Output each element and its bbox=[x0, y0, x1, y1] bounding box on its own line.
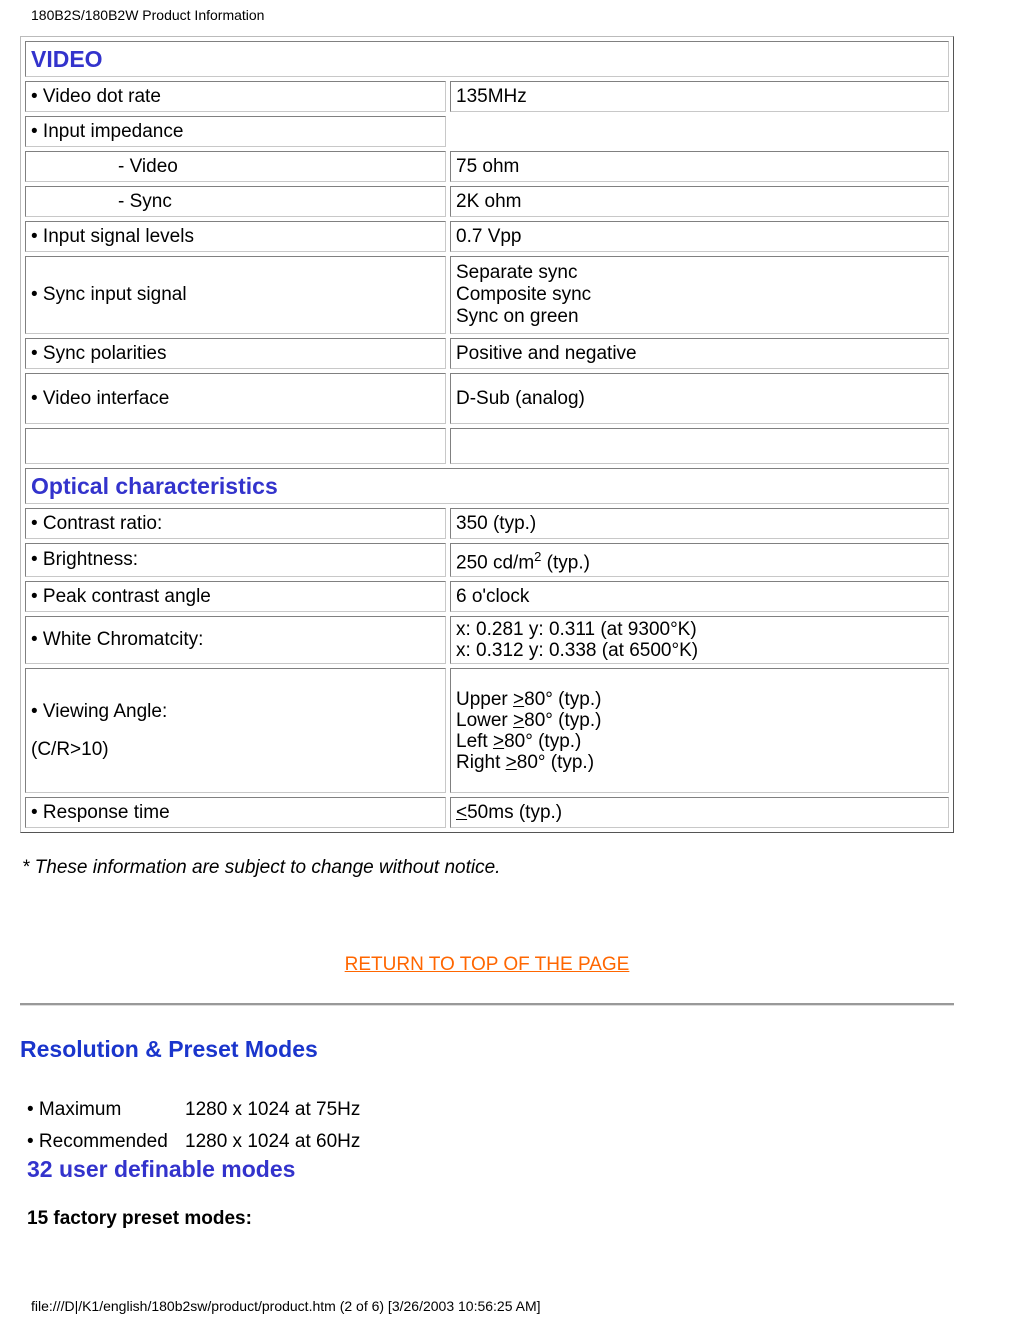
spec-label: - Sync bbox=[25, 186, 446, 217]
spec-table bbox=[20, 36, 954, 833]
resolution-section-title: Resolution & Preset Modes bbox=[20, 1036, 318, 1062]
table-row bbox=[25, 81, 949, 112]
table-row bbox=[25, 581, 949, 612]
resolution-label: • Maximum bbox=[27, 1099, 122, 1120]
spec-value: 2K ohm bbox=[450, 186, 949, 217]
resolution-label: • Recommended bbox=[27, 1131, 168, 1152]
change-notice: * These information are subject to change without notice. bbox=[22, 857, 501, 878]
brightness-exponent: 2 bbox=[534, 549, 542, 564]
brightness-suffix: (typ.) bbox=[541, 552, 590, 574]
divider bbox=[20, 1003, 954, 1006]
spec-label: • Brightness: bbox=[25, 543, 446, 577]
table-row bbox=[25, 668, 949, 793]
spec-value bbox=[450, 256, 949, 334]
spec-value-line: Lower >80° (typ.) bbox=[456, 709, 602, 731]
less-equal-symbol: < bbox=[456, 801, 468, 823]
video-section-title: VIDEO bbox=[25, 41, 949, 77]
resolution-value: 1280 x 1024 at 60Hz bbox=[185, 1131, 361, 1152]
spec-value: 0.7 Vpp bbox=[450, 221, 949, 252]
spec-value: 75 ohm bbox=[450, 151, 949, 182]
spec-value: 135MHz bbox=[450, 81, 949, 112]
spec-value bbox=[450, 668, 949, 793]
spec-value-line: Sync on green bbox=[456, 306, 579, 327]
spec-value-line: Upper >80° (typ.) bbox=[456, 688, 602, 710]
spec-label: • Peak contrast angle bbox=[25, 581, 446, 612]
spec-label: • Input signal levels bbox=[25, 221, 446, 252]
spec-value-line: Left >80° (typ.) bbox=[456, 730, 582, 752]
table-row bbox=[25, 151, 949, 182]
table-row bbox=[25, 616, 949, 664]
table-row bbox=[25, 543, 949, 577]
spec-value-empty bbox=[450, 116, 949, 147]
table-row-empty bbox=[25, 428, 949, 464]
table-row bbox=[27, 1094, 360, 1126]
table-row bbox=[25, 373, 949, 424]
spec-label: - Video bbox=[25, 151, 446, 182]
spec-label: • Input impedance bbox=[25, 116, 446, 147]
spec-label: • Sync input signal bbox=[25, 256, 446, 334]
spec-label: • Contrast ratio: bbox=[25, 508, 446, 539]
table-row bbox=[25, 797, 949, 828]
brightness-value: 250 cd/m bbox=[456, 552, 535, 574]
spec-label: • White Chromatcity: bbox=[25, 616, 446, 664]
factory-modes-title: 15 factory preset modes: bbox=[27, 1208, 252, 1229]
table-row bbox=[25, 221, 949, 252]
spec-value-line: x: 0.312 y: 0.338 (at 6500°K) bbox=[456, 640, 699, 662]
page-header: 180B2S/180B2W Product Information bbox=[31, 7, 265, 23]
spec-value: <50ms (typ.) bbox=[450, 797, 949, 828]
spec-value-line: Composite sync bbox=[456, 284, 592, 305]
table-row bbox=[25, 256, 949, 334]
optical-section-title: Optical characteristics bbox=[25, 468, 949, 504]
empty-cell bbox=[450, 428, 949, 464]
spec-label bbox=[25, 668, 446, 793]
spec-label: • Video interface bbox=[25, 373, 446, 424]
spec-value-line: Separate sync bbox=[456, 262, 578, 283]
table-row bbox=[27, 1126, 360, 1158]
return-to-top-link[interactable]: RETURN TO TOP OF THE PAGE bbox=[344, 954, 630, 975]
spec-label: • Response time bbox=[25, 797, 446, 828]
table-row bbox=[25, 338, 949, 369]
spec-value bbox=[450, 616, 949, 664]
spec-value: 350 (typ.) bbox=[450, 508, 949, 539]
empty-cell bbox=[25, 428, 446, 464]
return-link-container bbox=[0, 954, 974, 976]
viewing-angle-label: • Viewing Angle: bbox=[31, 700, 168, 722]
spec-value-line: Right >80° (typ.) bbox=[456, 751, 595, 773]
spec-value-line: x: 0.281 y: 0.311 (at 9300°K) bbox=[456, 619, 697, 641]
resolution-table bbox=[27, 1094, 360, 1158]
user-modes-title: 32 user definable modes bbox=[27, 1156, 296, 1182]
page-footer: file:///D|/K1/english/180b2sw/product/product.htm (2 of 6) [3/26/2003 10:56:25 AM] bbox=[31, 1298, 541, 1314]
table-row bbox=[25, 186, 949, 217]
spec-label: • Video dot rate bbox=[25, 81, 446, 112]
spec-value: 6 o'clock bbox=[450, 581, 949, 612]
spec-label: • Sync polarities bbox=[25, 338, 446, 369]
table-row bbox=[25, 508, 949, 539]
spec-value: Positive and negative bbox=[450, 338, 949, 369]
spec-value: D-Sub (analog) bbox=[450, 373, 949, 424]
table-row bbox=[25, 116, 949, 147]
viewing-angle-sublabel: (C/R>10) bbox=[31, 738, 109, 760]
resolution-value: 1280 x 1024 at 75Hz bbox=[185, 1099, 361, 1120]
spec-value bbox=[450, 543, 949, 577]
